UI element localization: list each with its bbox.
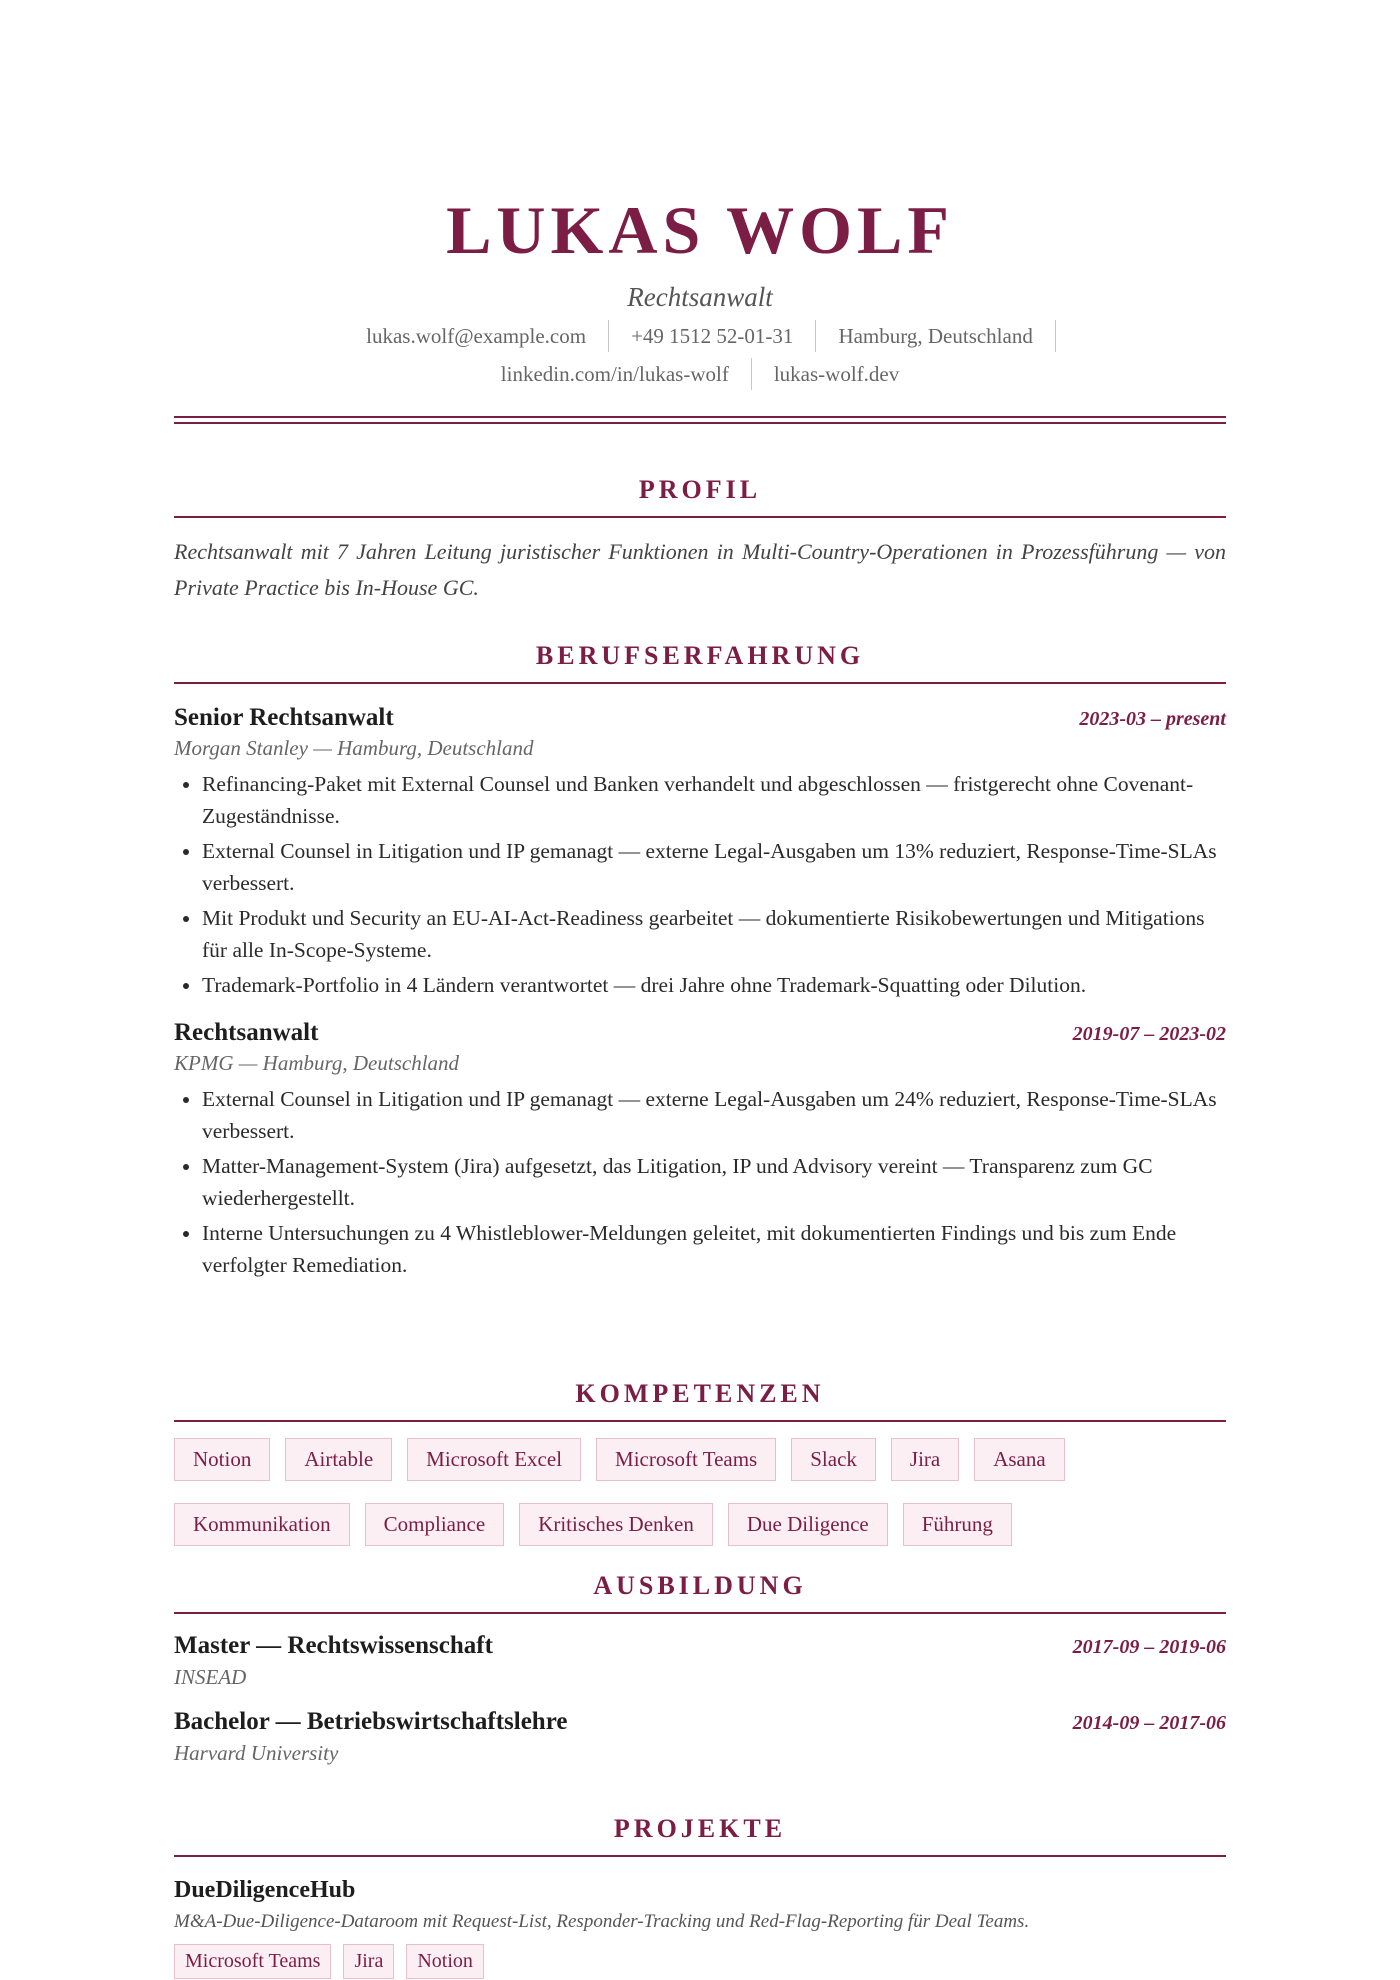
- skill-tag: Microsoft Excel: [407, 1438, 581, 1481]
- job-bullet: • External Counsel in Litigation und IP gemanagt — externe Legal-Ausgaben um 13% reduziert, Response-Time-SLAs verbessert.: [202, 835, 1226, 899]
- project-tag: Microsoft Teams: [174, 1944, 331, 1979]
- job-title: Senior Rechtsanwalt: [174, 704, 394, 731]
- skill-tag: Compliance: [365, 1503, 504, 1546]
- header-divider: [174, 416, 1226, 424]
- job-bullet: • Matter-Management-System (Jira) aufgesetzt, das Litigation, IP und Advisory vereint — Transparenz zum GC wiederhergestellt.: [202, 1150, 1226, 1214]
- job-bullet: • External Counsel in Litigation und IP gemanagt — externe Legal-Ausgaben um 24% reduziert, Response-Time-SLAs verbessert.: [202, 1083, 1226, 1147]
- education-section: [174, 1570, 1226, 1768]
- section-title-profile: PROFIL: [174, 474, 1226, 518]
- candidate-role: Rechtsanwalt: [627, 282, 773, 312]
- project-tag: Notion: [406, 1944, 484, 1979]
- resume-header: [174, 0, 1226, 424]
- job-company: Morgan Stanley — Hamburg, Deutschland: [174, 736, 534, 760]
- skill-tag: Airtable: [285, 1438, 392, 1481]
- contact-phone[interactable]: +49 1512 52-01-31: [609, 320, 816, 352]
- section-title-experience: BERUFSERFAHRUNG: [174, 640, 1226, 684]
- project-tags: [174, 1944, 1226, 1979]
- section-title-projects: PROJEKTE: [174, 1813, 1226, 1857]
- skill-tag: Jira: [891, 1438, 959, 1481]
- education-school: INSEAD: [174, 1665, 247, 1689]
- contact-website[interactable]: lukas-wolf.dev: [773, 362, 900, 386]
- skill-tag: Kommunikation: [174, 1503, 350, 1546]
- project-tag: Jira: [343, 1944, 394, 1979]
- education-entry: [174, 1708, 1226, 1768]
- job-bullet: • Interne Untersuchungen zu 4 Whistleblower-Meldungen geleitet, mit dokumentierten Findings und bis zum Ende verfolgter Remediation.: [202, 1217, 1226, 1281]
- profile-summary: Rechtsanwalt mit 7 Jahren Leitung juristischer Funktionen in Multi-Country-Operationen in Prozessführung — von Private Practice bis In-House GC.: [174, 539, 1226, 600]
- education-degree: Bachelor — Betriebswirtschaftslehre: [174, 1708, 568, 1735]
- skill-tag: Asana: [974, 1438, 1064, 1481]
- job-bullets: [174, 1083, 1226, 1281]
- skill-tag: Slack: [791, 1438, 876, 1481]
- education-date: 2017-09 – 2019-06: [1072, 1636, 1226, 1658]
- job-date: 2019-07 – 2023-02: [1072, 1023, 1226, 1045]
- job-bullet: • Mit Produkt und Security an EU-AI-Act-Readiness gearbeitet — dokumentierte Risikobewertungen und Mitigations für alle In-Scope-Systeme.: [202, 902, 1226, 966]
- job-date: 2023-03 – present: [1079, 708, 1226, 730]
- contact-line-2: [174, 358, 1226, 390]
- skill-tag: Due Diligence: [728, 1503, 888, 1546]
- education-date: 2014-09 – 2017-06: [1072, 1712, 1226, 1734]
- project-description: M&A-Due-Diligence-Dataroom mit Request-List, Responder-Tracking und Red-Flag-Reporting für Deal Teams.: [174, 1911, 1030, 1932]
- job-bullet: • Refinancing-Paket mit External Counsel und Banken verhandelt und abgeschlossen — fristgerecht ohne Covenant-Zugeständnisse.: [202, 768, 1226, 832]
- contact-line-1: [174, 320, 1226, 352]
- skill-tag: Führung: [903, 1503, 1012, 1546]
- job-title: Rechtsanwalt: [174, 1019, 319, 1046]
- project-entry: [174, 1877, 1226, 1979]
- section-title-skills: KOMPETENZEN: [174, 1378, 1226, 1422]
- skill-tag: Notion: [174, 1438, 270, 1481]
- job-company: KPMG — Hamburg, Deutschland: [174, 1051, 460, 1075]
- skill-tag: Microsoft Teams: [596, 1438, 776, 1481]
- contact-location: Hamburg, Deutschland: [816, 320, 1055, 352]
- job-entry: [174, 1019, 1226, 1281]
- job-entry: [174, 704, 1226, 1001]
- contact-email[interactable]: lukas.wolf@example.com: [344, 320, 609, 352]
- projects-section: [174, 1813, 1226, 1979]
- candidate-name: LUKAS WOLF: [446, 192, 954, 268]
- job-bullets: [174, 768, 1226, 1001]
- skills-section: [174, 1378, 1226, 1546]
- education-degree: Master — Rechtswissenschaft: [174, 1632, 493, 1659]
- profile-section: [174, 474, 1226, 606]
- project-name: DueDiligenceHub: [174, 1877, 356, 1903]
- job-bullet: • Trademark-Portfolio in 4 Ländern verantwortet — drei Jahre ohne Trademark-Squatting oder Dilution.: [202, 969, 1226, 1001]
- experience-section: [174, 640, 1226, 1284]
- education-school: Harvard University: [174, 1741, 339, 1765]
- skill-tag: Kritisches Denken: [519, 1503, 713, 1546]
- contact-linkedin[interactable]: linkedin.com/in/lukas-wolf: [479, 358, 752, 390]
- education-entry: [174, 1632, 1226, 1692]
- skills-tags: [174, 1438, 1226, 1546]
- section-title-education: AUSBILDUNG: [174, 1570, 1226, 1614]
